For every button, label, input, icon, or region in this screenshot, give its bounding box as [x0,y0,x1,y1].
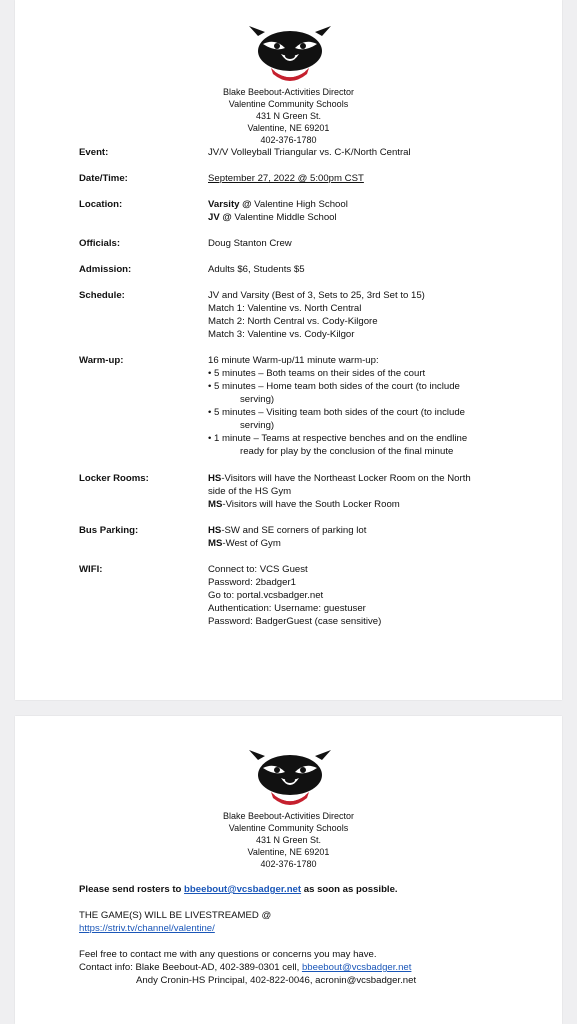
schedule-line: Match 2: North Central vs. Cody-Kilgore [208,316,378,327]
warmup-item: • 5 minutes – Visiting team both sides of the court (to include [208,407,466,418]
warmup-item: • 5 minutes – Both teams on their sides of the court [208,368,426,379]
schedule-line: Match 1: Valentine vs. North Central [208,303,362,314]
letterhead-phone: 402-376-1780 [260,135,317,145]
warmup-intro: 16 minute Warm-up/11 minute warm-up: [208,355,379,366]
datetime-value: September 27, 2022 @ 5:00pm CST [208,173,364,184]
letterhead-name: Blake Beebout-Activities Director [222,811,355,821]
document-page-1 [15,0,562,700]
location-varsity-value: Valentine High School [251,199,348,210]
admission-value: Adults $6, Students $5 [208,264,305,275]
letterhead-school: Valentine Community Schools [228,99,349,109]
locker-hs-prefix: HS [208,473,222,484]
schedule-line: Match 3: Valentine vs. Cody-Kilgor [208,329,355,340]
warmup-item: • 5 minutes – Home team both sides of the court (to include [208,381,460,392]
location-jv-value: Valentine Middle School [231,212,337,223]
contact-line-2: Andy Cronin-HS Principal, 402-822-0046, acronin@vcsbadger.net [136,975,417,986]
warmup-item: • 1 minute – Teams at respective benches and on the endline [208,433,468,444]
badger-mascot-logo [245,748,335,808]
datetime-label: Date/Time: [79,173,128,184]
bus-hs-text: -SW and SE corners of parking lot [221,525,367,536]
badger-mascot-logo [245,24,335,84]
bus-ms-text: -West of Gym [222,538,281,549]
wifi-line: Connect to: VCS Guest [208,564,308,575]
officials-value: Doug Stanton Crew [208,238,292,249]
livestream-link-row [79,922,215,935]
wifi-line: Authentication: Username: guestuser [208,603,366,614]
bus-ms-prefix: MS [208,538,223,549]
rosters-note [79,883,398,896]
wifi-line: Password: BadgerGuest (case sensitive) [208,616,382,627]
locker-hs-line2: side of the HS Gym [208,486,292,497]
location-varsity-prefix: Varsity @ [208,199,252,210]
event-label: Event: [79,147,109,158]
bus-label: Bus Parking: [79,525,139,536]
wifi-line: Go to: portal.vcsbadger.net [208,590,324,601]
warmup-label: Warm-up: [79,355,124,366]
letterhead-city: Valentine, NE 69201 [247,847,330,857]
livestream-text: THE GAME(S) WILL BE LIVESTREAMED @ [79,910,272,921]
letterhead-school: Valentine Community Schools [228,823,349,833]
letterhead-name: Blake Beebout-Activities Director [222,87,355,97]
locker-ms-text: -Visitors will have the South Locker Room [222,499,400,510]
schedule-line: JV and Varsity (Best of 3, Sets to 25, 3rd Set to 15) [208,290,425,301]
locker-label: Locker Rooms: [79,473,149,484]
wifi-label: WIFI: [79,564,103,575]
letterhead [15,810,562,870]
locker-ms-prefix: MS [208,499,223,510]
locker-hs-line1: -Visitors will have the Northeast Locker Room on the North [221,473,471,484]
bus-hs-prefix: HS [208,525,222,536]
letterhead-street: 431 N Green St. [255,835,322,845]
letterhead-city: Valentine, NE 69201 [247,123,330,133]
contact-line-1 [79,961,411,974]
document-page-2 [15,716,562,1024]
warmup-item-cont: serving) [240,394,275,405]
rosters-text-before: Please send rosters to [79,884,185,895]
warmup-item-cont: ready for play by the conclusion of the final minute [240,446,454,457]
rosters-email-link[interactable]: bbeebout@vcsbadger.net [184,884,302,895]
officials-label: Officials: [79,238,121,249]
event-value: JV/V Volleyball Triangular vs. C-K/North Central [208,147,411,158]
wifi-line: Password: 2badger1 [208,577,296,588]
letterhead-street: 431 N Green St. [255,111,322,121]
rosters-text-after: as soon as possible. [301,884,398,895]
letterhead-phone: 402-376-1780 [260,859,317,869]
contact-line-1-text: Contact info: Blake Beebout-AD, 402-389-0301 cell, [79,962,302,973]
livestream-link[interactable]: https://striv.tv/channel/valentine/ [79,923,215,934]
contact-email-link[interactable]: bbeebout@vcsbadger.net [301,962,412,973]
location-jv-prefix: JV @ [208,212,232,223]
letterhead [15,86,562,146]
schedule-label: Schedule: [79,290,125,301]
location-label: Location: [79,199,123,210]
admission-label: Admission: [79,264,132,275]
warmup-item-cont: serving) [240,420,275,431]
contact-intro: Feel free to contact me with any questions or concerns you may have. [79,949,377,960]
